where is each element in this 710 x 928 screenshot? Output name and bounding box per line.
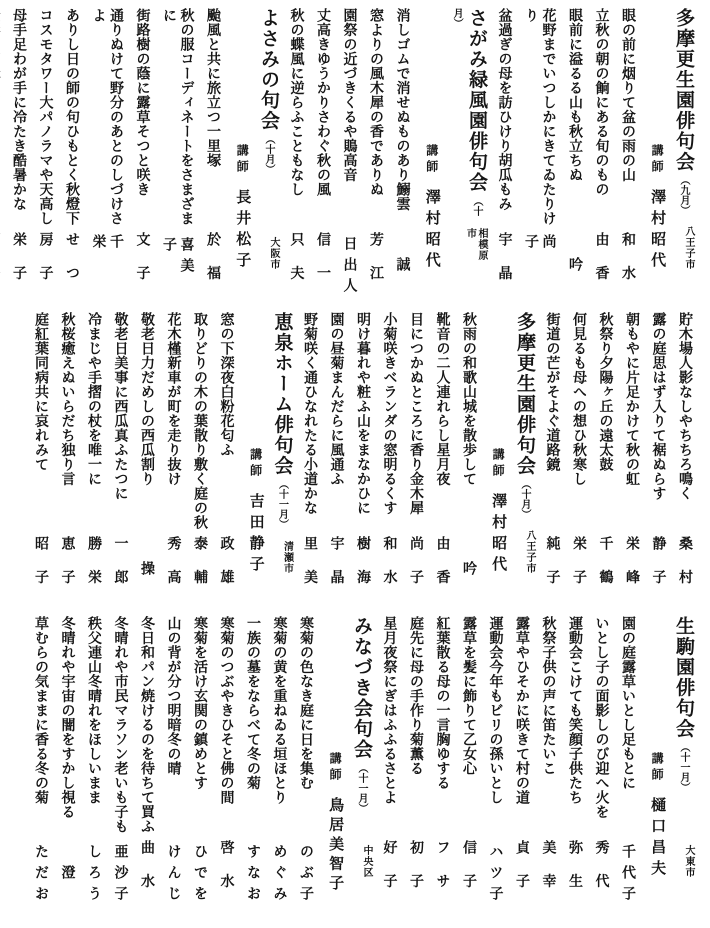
haiku-column [191, 312, 209, 608]
section-title-column [257, 8, 279, 304]
haiku-text: 貯木場人影なしやちちろ鳴く [678, 312, 694, 501]
section-title: みなづき会句会 [350, 616, 372, 760]
haiku-author: 和水 [620, 231, 637, 299]
haiku-author: 吟 [567, 257, 584, 271]
haiku-author: 操 [139, 561, 156, 575]
haiku-author: 美幸 [541, 839, 558, 907]
section-month: （十月） [263, 134, 275, 174]
haiku-text: 窓よりの風木犀の香でありぬ [369, 8, 386, 197]
section-title-line [350, 616, 372, 813]
haiku-text: 露草を髪に飾りて乙女心 [461, 616, 478, 776]
haiku-text: 庭紅葉同病共に哀れみて [33, 312, 50, 472]
haiku-text [0, 8, 2, 182]
haiku-column [32, 312, 50, 608]
haiku-text: 野菊咲く通ひなれたる小道かな [302, 312, 319, 515]
lecturer-label: 講師 [491, 448, 506, 480]
section-month: （十一月） [355, 762, 367, 813]
haiku-text: 冬晴れや市民マラソン老いも子も [113, 616, 130, 834]
haiku-text: 冬日和パン焼けるのを待ちて買ふ [139, 616, 156, 834]
haiku-column [315, 8, 333, 304]
haiku-author: 亜沙子 [113, 844, 130, 907]
haiku-author: 静子 [651, 535, 668, 603]
haiku-column [381, 616, 399, 912]
section-title-column [513, 312, 535, 608]
haiku-author: 泰輔 [192, 535, 209, 603]
haiku-column [434, 312, 452, 608]
haiku-author: 尚子 [408, 535, 425, 603]
haiku-text: 冷まじや手摺の杖を唯一に [86, 312, 103, 486]
haiku-column [328, 312, 346, 608]
haiku-author: 恵子 [60, 535, 77, 603]
section-header [233, 8, 279, 304]
haiku-text: 寒菊のつぶやきひそと佛の間 [219, 616, 236, 805]
haiku-text: 窓の下深夜白粉花匂ふ [219, 312, 236, 457]
haiku-author: 宇晶 [497, 231, 514, 299]
haiku-author: 文子 [135, 231, 152, 299]
haiku-author: ハツ子 [488, 844, 505, 907]
haiku-column [244, 616, 262, 912]
lecturer-name: 澤村昭代 [423, 189, 441, 274]
section-month: （九月） [678, 175, 689, 215]
haiku-column [85, 616, 103, 912]
haiku-text: 盆過ぎの母を訪ひけり胡瓜もみ [497, 8, 514, 211]
haiku-author: 啓水 [219, 839, 236, 907]
haiku-author: 房子 [38, 231, 55, 299]
haiku-column [460, 616, 478, 912]
haiku-column [368, 8, 386, 304]
haiku-text: 立秋の朝の餉にある旬のもの [594, 8, 611, 197]
haiku-column [271, 616, 289, 912]
haiku-column [301, 312, 319, 608]
haiku-author: せつ [65, 231, 82, 299]
haiku-column [138, 616, 156, 912]
section-header [489, 312, 535, 608]
section-lecturer-column [489, 312, 508, 608]
section-title: 多摩更生園俳句会 [673, 8, 694, 172]
lecturer-name: 樋口昌夫 [649, 797, 667, 882]
section-title-column [271, 312, 293, 608]
haiku-column [134, 8, 152, 304]
haiku-column [496, 8, 514, 304]
haiku-author: 政雄 [219, 535, 236, 603]
section-lecturer-column [648, 8, 667, 304]
haiku-column [112, 616, 130, 912]
haiku-text: 花木槿新車が町を走り抜け [166, 312, 183, 486]
haiku-column [619, 616, 637, 912]
section-title-line [447, 8, 487, 228]
haiku-author: 千代子 [620, 844, 637, 907]
section-city: 大阪市 [268, 237, 280, 270]
haiku-column [540, 616, 558, 912]
haiku-author: フサ [435, 839, 452, 907]
section-month: （十一月） [276, 479, 288, 529]
haiku-column [112, 312, 130, 608]
haiku-column [218, 616, 236, 912]
band-2 [10, 312, 694, 608]
section-lecturer-column [233, 8, 252, 304]
haiku-column [407, 616, 425, 912]
haiku-author [0, 232, 2, 304]
section-city: 八王子市 [524, 530, 535, 574]
section-title-line [257, 8, 279, 174]
haiku-text: 敬老日力だめしの西瓜割り [139, 312, 156, 486]
haiku-author: けんじ [166, 844, 183, 907]
section-header [648, 8, 694, 304]
haiku-column [354, 312, 372, 608]
haiku-column [205, 8, 223, 304]
haiku-author: 昭子 [33, 535, 50, 603]
haiku-text: 園の庭露草いとし足もとに [620, 616, 637, 790]
haiku-text: 取りどりの木の葉散り敷く庭の秋 [192, 312, 209, 530]
haiku-text: ありし日の師の句ひもとく秋燈下 [65, 8, 82, 226]
haiku-author: 純子 [545, 535, 562, 603]
section-title: 恵泉ホーム俳句会 [271, 312, 293, 476]
haiku-column [487, 616, 505, 912]
haiku-column [297, 616, 315, 912]
haiku-author: 桑村 [678, 535, 694, 603]
lecturer-label: 講師 [650, 752, 665, 784]
haiku-column [407, 312, 425, 608]
haiku-column [0, 8, 2, 304]
haiku-text: 敬老日美事に西瓜真ふたつに [113, 312, 130, 501]
haiku-text: 秋雨の和歌山城を散歩して [461, 312, 478, 486]
haiku-text: 秋祭子供の声に笛たいこ [541, 616, 558, 776]
haiku-author: 和水 [382, 535, 399, 603]
haiku-text: 秩父連山冬晴れをほしいまま [86, 616, 103, 805]
haiku-author: 由香 [435, 535, 452, 603]
haiku-column [64, 8, 82, 304]
section-header [326, 616, 372, 912]
haiku-text: 寒菊を活け玄関の鎮めとす [192, 616, 209, 790]
haiku-author: 秀高 [166, 535, 183, 603]
haiku-text: 丈高きゆうかりさわぐ秋の風 [316, 8, 333, 197]
haiku-author: 勝栄 [86, 535, 103, 603]
haiku-text: 街道の芒がそよぐ道路鏡 [545, 312, 562, 472]
haiku-column [218, 312, 236, 608]
section-title: 生駒園俳句会 [673, 616, 694, 739]
haiku-author: 樹海 [355, 535, 372, 603]
haiku-author: ただお [33, 844, 50, 907]
haiku-text: 秋の蝶風に逆らふこともなし [289, 8, 306, 197]
section-title-line [513, 312, 535, 519]
haiku-text: 紅葉散る母の一言胸ゆする [435, 616, 452, 790]
section-title-column [447, 8, 487, 304]
haiku-text: 星月夜祭にぎはふふるさとよ [382, 616, 399, 805]
haiku-author: 千栄 [91, 233, 126, 268]
haiku-column [191, 616, 209, 912]
haiku-author: 喜美子 [162, 236, 196, 279]
haiku-author: 初子 [408, 839, 425, 907]
section-city: 清瀬市 [281, 541, 293, 574]
haiku-author: めぐみ [272, 844, 289, 907]
haiku-column [650, 312, 668, 608]
haiku-column [138, 312, 156, 608]
haiku-column [624, 312, 642, 608]
haiku-author: 弥生 [567, 839, 584, 907]
haiku-text: 秋の服コーディネートをさまざまに [162, 8, 196, 226]
haiku-author: 尚子 [523, 233, 558, 268]
section-lecturer-column [246, 312, 265, 608]
section-title-column [350, 616, 372, 912]
haiku-column [593, 616, 611, 912]
haiku-column [619, 8, 637, 304]
lecturer-label: 講師 [424, 144, 439, 176]
haiku-text: 眼前に溢るる山も秋立ちぬ [567, 8, 584, 182]
section-title-line [672, 616, 694, 792]
haiku-text: 目につかぬところに香り金木犀 [408, 312, 425, 515]
haiku-text: 秋桜癒えぬいらだち独り言 [60, 312, 77, 486]
haiku-author: すなお [245, 844, 262, 907]
section-title-column [672, 8, 694, 304]
haiku-text: 消しゴムで消せぬものあり鰯雲 [395, 8, 412, 211]
haiku-text: 何見るも母への想ひ秋寒し [572, 312, 588, 486]
haiku-column [32, 616, 50, 912]
lecturer-label: 講師 [248, 448, 263, 480]
haiku-author: 信子 [461, 839, 478, 907]
haiku-author: しろう [86, 844, 103, 907]
section-lecturer-column [423, 8, 442, 304]
haiku-text: 靴音の二人連れらし星月夜 [435, 312, 452, 486]
haiku-author: 里美 [302, 535, 319, 603]
haiku-author: のぶ子 [298, 844, 315, 907]
haiku-text: 花野までいつしかにきてゐたりけり [523, 8, 558, 226]
haiku-author: 曲水 [139, 839, 156, 907]
haiku-text: 園祭の近づきくるや鵙高音 [342, 8, 359, 182]
haiku-author: 信一 [316, 231, 333, 299]
haiku-author: 千鶴 [598, 535, 615, 603]
haiku-column [165, 616, 183, 912]
lecturer-name: 吉田静子 [247, 493, 265, 578]
section-lecturer-column [326, 616, 345, 912]
haiku-text: 小菊咲きベランダの窓明るくす [382, 312, 399, 515]
section-city: 大東市 [683, 845, 694, 878]
haiku-column [522, 8, 557, 304]
haiku-author: 只夫 [289, 231, 306, 299]
haiku-author: 栄峰 [625, 535, 641, 603]
lecturer-name: 澤村昭代 [649, 189, 667, 274]
haiku-column [597, 312, 615, 608]
lecturer-label: 講師 [328, 752, 343, 784]
haiku-author: 由香 [594, 231, 611, 299]
haiku-column [593, 8, 611, 304]
haiku-column [677, 312, 695, 608]
haiku-column [59, 616, 77, 912]
haiku-author: 誠 [395, 257, 412, 271]
haiku-author: 芳江 [369, 231, 386, 299]
haiku-text: 街路樹の蔭に露草そつと咲き [135, 8, 152, 197]
haiku-author: 吟 [461, 561, 478, 575]
haiku-text: 秋祭り夕陽ヶ丘の遠太鼓 [598, 312, 615, 472]
haiku-column [90, 8, 125, 304]
haiku-text: 庭先に母の手作り菊薫る [408, 616, 425, 776]
section-title: よさみの句会 [258, 8, 280, 131]
haiku-text: 颱風と共に旅立つ一里塚 [206, 8, 223, 168]
haiku-column [566, 8, 584, 304]
haiku-column [434, 616, 452, 912]
haiku-text: 寒菊の黄を重ねゐる垣ほとり [272, 616, 289, 805]
haiku-column [85, 312, 103, 608]
section-month: （十月） [451, 8, 482, 216]
band-1 [10, 8, 694, 304]
haiku-column [59, 312, 77, 608]
section-city: 八王子市 [683, 226, 694, 270]
haiku-column [460, 312, 478, 608]
section-title-column [672, 616, 694, 912]
haiku-text: 露の庭思はず入りて裾ぬらす [651, 312, 668, 501]
haiku-author: 澄 [60, 865, 77, 879]
section-lecturer-column [648, 616, 667, 912]
section-header [246, 312, 292, 608]
section-month: （十月） [519, 479, 530, 519]
haiku-column [513, 616, 531, 912]
haiku-author: ひでを [192, 844, 209, 907]
band-3 [10, 616, 694, 912]
haiku-column [165, 312, 183, 608]
haiku-column [566, 616, 584, 912]
haiku-author: 日出人 [342, 236, 359, 299]
haiku-column [11, 8, 29, 304]
haiku-author: 栄子 [572, 535, 588, 603]
haiku-author: 秀代 [594, 839, 611, 907]
haiku-text: 露草やひそかに咲きて村の道 [514, 616, 531, 805]
lecturer-name: 長井松子 [234, 189, 252, 274]
haiku-text: 寒菊の色なき庭に日を集む [298, 616, 315, 790]
haiku-text: 運動会今年もビリの孫いとし [488, 616, 505, 805]
haiku-column [381, 312, 399, 608]
section-title: 多摩更生園俳句会 [514, 312, 535, 476]
section-header [648, 616, 694, 912]
haiku-text: 草むらの気ままに香る冬の菊 [33, 616, 50, 805]
haiku-text: 明け暮れや粧ふ山をまなかひに [355, 312, 372, 515]
haiku-text: 母手足わが手に冷たき酷暑かな [12, 8, 29, 211]
haiku-text: 朝もやに片足かけて秋の虹 [625, 312, 641, 486]
haiku-column [394, 8, 412, 304]
section-title: さがみ緑風園俳句会 [465, 8, 487, 193]
haiku-text: 一族の墓をならべて冬の菊 [245, 616, 262, 790]
haiku-author: 栄子 [12, 231, 29, 299]
lecturer-name: 澤村昭代 [490, 493, 508, 578]
haiku-text: 運動会こけても笑顔子供たち [567, 616, 584, 805]
haiku-author: 好子 [382, 839, 399, 907]
section-title-line [271, 312, 293, 529]
section-title-line [672, 8, 694, 215]
section-header [423, 8, 487, 304]
section-city: 中央区 [360, 845, 372, 878]
haiku-text: 山の背が分つ明暗冬の晴 [166, 616, 183, 776]
haiku-column [161, 8, 196, 304]
haiku-text: 通りぬけて野分のあとのしづけさよ [91, 8, 126, 226]
lecturer-label: 講師 [235, 144, 250, 176]
section-city: 相模原市 [464, 227, 487, 261]
haiku-author: 宇晶 [329, 535, 346, 603]
haiku-text: コスモタワー大パノラマや天高し [38, 8, 55, 226]
lecturer-label: 講師 [650, 144, 665, 176]
section-month: （十一月） [678, 742, 689, 792]
haiku-text: いとし子の面影しのび迎へ火を [594, 616, 611, 819]
haiku-author: 貞子 [514, 839, 531, 907]
haiku-column [544, 312, 562, 608]
haiku-author: 一郎 [113, 535, 130, 603]
haiku-text: 冬晴れや宇宙の闇をすかし視る [60, 616, 77, 819]
haiku-text: 眼の前に烟りて盆の雨の山 [620, 8, 637, 182]
haiku-author: 於福 [206, 231, 223, 299]
haiku-text: 園の昼菊まんだらに風通ふ [329, 312, 346, 486]
haiku-column [37, 8, 55, 304]
haiku-column [341, 8, 359, 304]
haiku-column [571, 312, 589, 608]
lecturer-name: 鳥居美智子 [327, 797, 345, 895]
haiku-column [288, 8, 306, 304]
